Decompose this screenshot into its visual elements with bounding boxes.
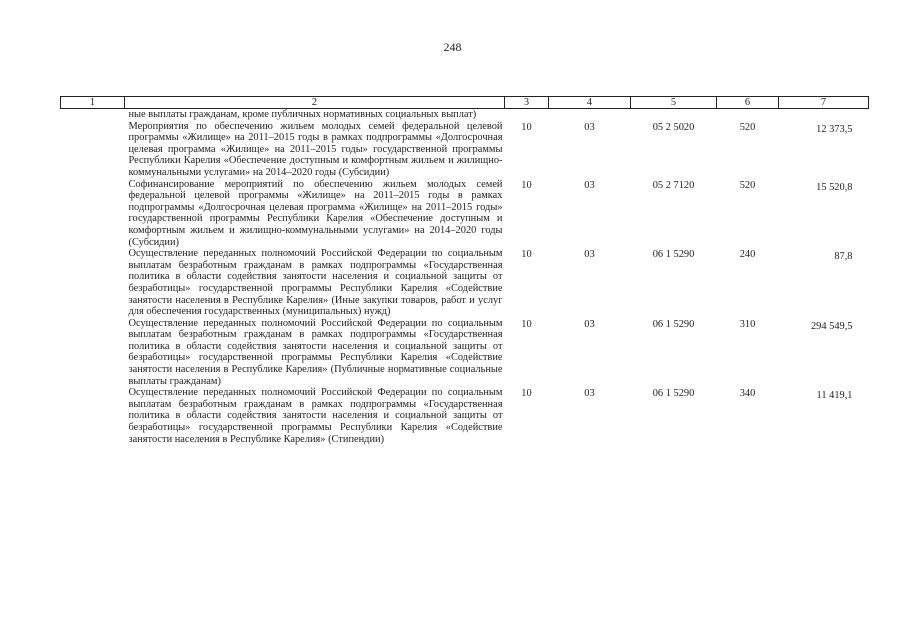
column-header: 4 (549, 97, 631, 109)
expense-name: Осуществление переданных полномочий Российской Федерации по социальным выплатам безработным гражданам в рамках подпрограммы «Государственная политика в области содействия занятости населения и социальной защиты от безработицы» государственной программы Республики Карелия «Содействие занятости населения в Республике Карелия» (Стипендии) (128, 387, 503, 445)
expense-type-code: 240 (739, 249, 756, 261)
column-header: 6 (717, 97, 779, 109)
subsection-code (549, 109, 631, 121)
target-article-code: 06 1 5290 (652, 318, 695, 330)
column-header: 1 (61, 97, 125, 109)
column-header: 2 (125, 97, 505, 109)
table-row (61, 121, 869, 179)
table-row (61, 179, 869, 249)
expense-name: ные выплаты гражданам, кроме публичных нормативных социальных выплат) (128, 109, 477, 120)
subsection-code: 03 (584, 249, 595, 261)
subsection-code: 03 (584, 388, 595, 400)
expense-type-code: 310 (739, 318, 756, 330)
budget-table (60, 96, 869, 445)
table-row (61, 109, 869, 121)
amount: 12 373,5 (816, 123, 853, 135)
expense-name: Софинансирование мероприятий по обеспечению жильем молодых семей федеральной целевой программы «Жилище» на 2011–2015 годы в рамках подпрограммы «Долгосрочная целевая программа «Жилище» на 2011–2015 годы» государственной программы Республики Карелия «Обеспечение доступным и комфортным жильем и жилищно-коммунальными услугами» на 2014–2020 годы (Субсидии) (128, 178, 503, 248)
section-code: 10 (521, 249, 532, 261)
amount: 15 520,8 (816, 181, 853, 193)
section-code: 10 (521, 179, 532, 191)
table-row (61, 387, 869, 445)
amount: 11 419,1 (816, 390, 853, 402)
amount (779, 109, 869, 121)
target-article-code: 06 1 5290 (652, 249, 695, 261)
expense-name: Мероприятия по обеспечению жильем молодых семей федеральной целевой программы «Жилище» на 2011–2015 годы в рамках подпрограммы «Долгосрочная целевая программа «Жилище» на 2011–2015 годы» государственной программы Республики Карелия «Обеспечение доступным и комфортным жильем и жилищно-коммунальными услугами» на 2014–2020 годы (Субсидии) (128, 120, 503, 178)
section-code (505, 109, 549, 121)
section-code: 10 (521, 388, 532, 400)
page-number: 248 (443, 40, 462, 54)
expense-name: Осуществление переданных полномочий Российской Федерации по социальным выплатам безработным гражданам в рамках подпрограммы «Государственная политика в области содействия занятости населения и социальной защиты от безработицы» государственной программы Республики Карелия «Содействие занятости населения в Республике Карелия» (Иные закупки товаров, работ и услуг для обеспечения государственных (муниципальных) нужд) (128, 248, 503, 318)
target-article-code: 06 1 5290 (652, 388, 695, 400)
header-row (61, 97, 869, 109)
expense-name: Осуществление переданных полномочий Российской Федерации по социальным выплатам безработным гражданам в рамках подпрограммы «Государственная политика в области содействия занятости населения и социальной защиты от безработицы» государственной программы Республики Карелия «Содействие занятости населения в Республике Карелия» (Публичные нормативные социальные выплаты гражданам) (128, 317, 503, 387)
expense-type-code: 520 (739, 121, 756, 133)
table-row (61, 318, 869, 388)
amount: 294 549,5 (810, 320, 853, 332)
subsection-code: 03 (584, 318, 595, 330)
subsection-code: 03 (584, 179, 595, 191)
column-header: 7 (779, 97, 869, 109)
subsection-code: 03 (584, 121, 595, 133)
table-row (61, 248, 869, 318)
amount: 87,8 (834, 251, 853, 263)
column-header: 3 (505, 97, 549, 109)
target-article-code: 05 2 5020 (652, 121, 695, 133)
section-code: 10 (521, 121, 532, 133)
section-code: 10 (521, 318, 532, 330)
expense-type-code: 340 (739, 388, 756, 400)
expense-type-code: 520 (739, 179, 756, 191)
target-article-code: 05 2 7120 (652, 179, 695, 191)
target-article-code (631, 109, 717, 121)
expense-type-code (717, 109, 779, 121)
column-header: 5 (631, 97, 717, 109)
